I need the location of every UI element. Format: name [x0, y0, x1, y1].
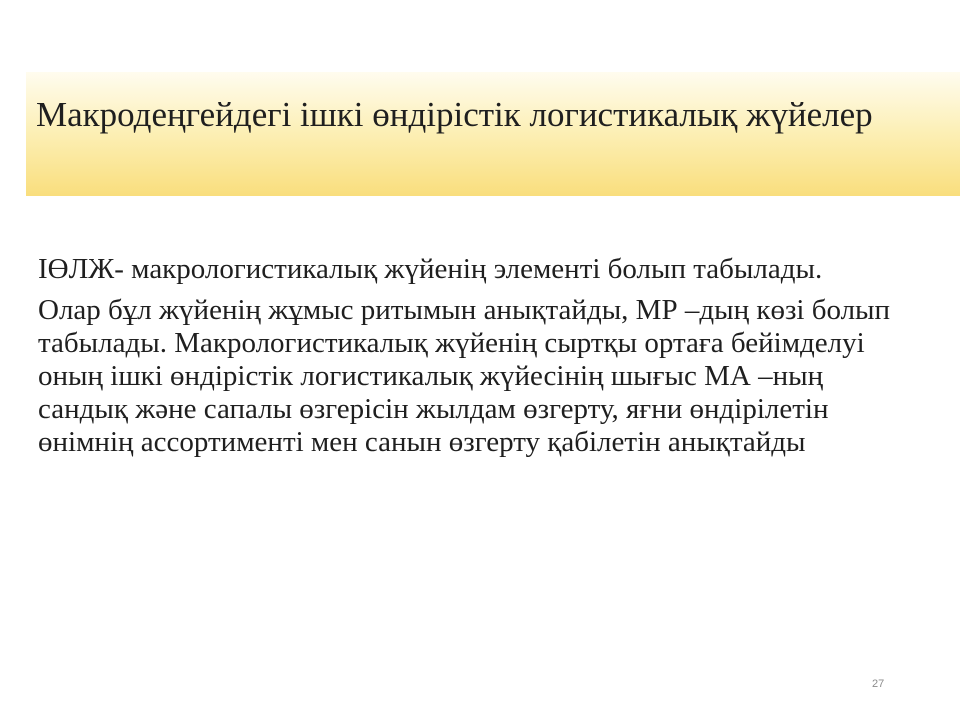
slide-body: [38, 253, 898, 467]
slide-number: 27: [872, 678, 885, 690]
title-band: [26, 72, 960, 196]
body-paragraph-1: ІӨЛЖ- макрологистикалық жүйенің элементі болып табылады.: [38, 253, 823, 285]
slide-title: Макродеңгейдегі ішкі өндірістік логистикалық жүйелер: [36, 95, 873, 134]
body-paragraph-2: Олар бұл жүйенің жұмыс ритымын анықтайды, МР –дың көзі болып табылады. Макрологистикалық жүйенің сыртқы ортаға бейімделуі оның ішкі өндірістік логистикалық жүйесінің шығыс МА –ның сандық және сапалы өзгерісін жылдам өзгерту, яғни өндірілетін өнімнің ассортименті мен санын өзгерту қабілетін анықтайды: [38, 294, 891, 458]
